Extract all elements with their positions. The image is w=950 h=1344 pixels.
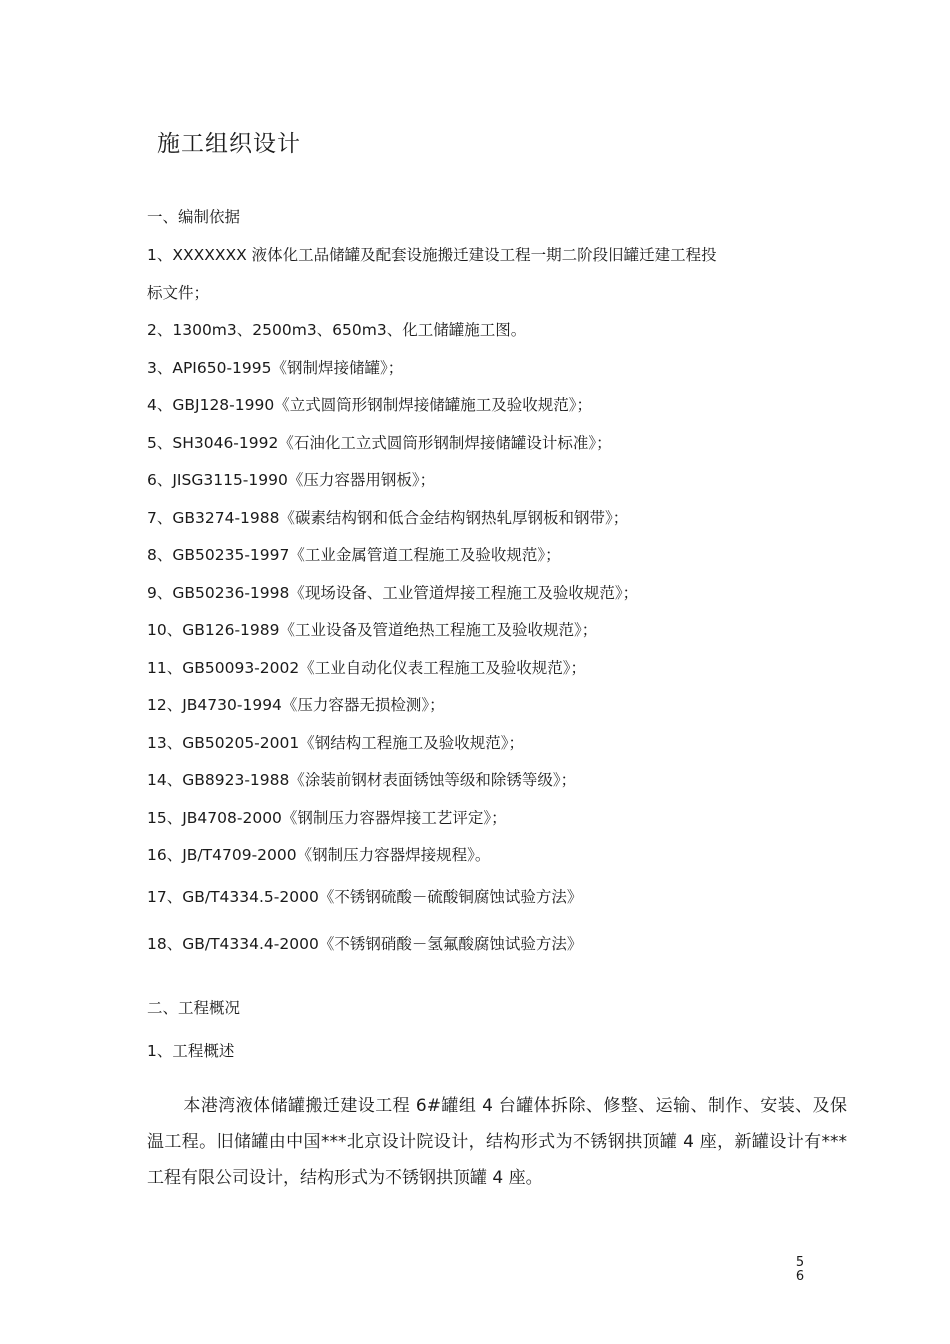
basis-item-1-line-1: 1、XXXXXXX 液体化工品储罐及配套设施搬迁建设工程一期二阶段旧罐迁建工程投 xyxy=(147,246,717,264)
basis-item: 6、JISG3115-1990《压力容器用钢板》； xyxy=(147,471,436,489)
basis-item: 18、GB/T4334.4-2000《不锈钢硝酸－氢氟酸腐蚀试验方法》 xyxy=(147,935,583,953)
page-title: 施工组织设计 xyxy=(157,131,301,157)
subsection-heading: 1、工程概述 xyxy=(147,1042,235,1060)
section-heading-basis: 一、编制依据 xyxy=(147,208,241,226)
basis-item: 16、JB/T4709-2000《钢制压力容器焊接规程》。 xyxy=(147,846,491,864)
page-number: 56 xyxy=(795,1255,805,1284)
section-heading-overview: 二、工程概况 xyxy=(147,999,241,1017)
basis-item: 3、API650-1995《钢制焊接储罐》； xyxy=(147,359,404,377)
basis-item: 5、SH3046-1992《石油化工立式圆筒形钢制焊接储罐设计标准》； xyxy=(147,434,612,452)
basis-item: 14、GB8923-1988《涂装前钢材表面锈蚀等级和除锈等级》； xyxy=(147,771,577,789)
basis-item: 7、GB3274-1988《碳素结构钢和低合金结构钢热轧厚钢板和钢带》； xyxy=(147,509,629,527)
basis-item: 12、JB4730-1994《压力容器无损检测》； xyxy=(147,696,445,714)
basis-item: 11、GB50093-2002《工业自动化仪表工程施工及验收规范》； xyxy=(147,659,586,677)
basis-item: 2、1300m3、2500m3、650m3、化工储罐施工图。 xyxy=(147,321,527,339)
basis-item: 15、JB4708-2000《钢制压力容器焊接工艺评定》； xyxy=(147,809,507,827)
basis-item: 17、GB/T4334.5-2000《不锈钢硫酸－硫酸铜腐蚀试验方法》 xyxy=(147,888,583,906)
basis-item: 10、GB126-1989《工业设备及管道绝热工程施工及验收规范》； xyxy=(147,621,598,639)
basis-item: 4、GBJ128-1990《立式圆筒形钢制焊接储罐施工及验收规范》； xyxy=(147,396,592,414)
overview-paragraph xyxy=(147,1088,847,1196)
overview-paragraph-text: 本港湾液体储罐搬迁建设工程 6#罐组 4 台罐体拆除、修整、运输、制作、安装、及保温工程。旧储罐由中国***北京设计院设计，结构形式为不锈钢拱顶罐 4 座，新罐设计有***工程有限公司设计，结构形式为不锈钢拱顶罐 4 座。 xyxy=(147,1096,847,1188)
basis-item-1-line-2: 标文件； xyxy=(147,284,210,302)
basis-item: 8、GB50235-1997《工业金属管道工程施工及验收规范》； xyxy=(147,546,561,564)
basis-item: 9、GB50236-1998《现场设备、工业管道焊接工程施工及验收规范》； xyxy=(147,584,639,602)
basis-item: 13、GB50205-2001《钢结构工程施工及验收规范》； xyxy=(147,734,524,752)
